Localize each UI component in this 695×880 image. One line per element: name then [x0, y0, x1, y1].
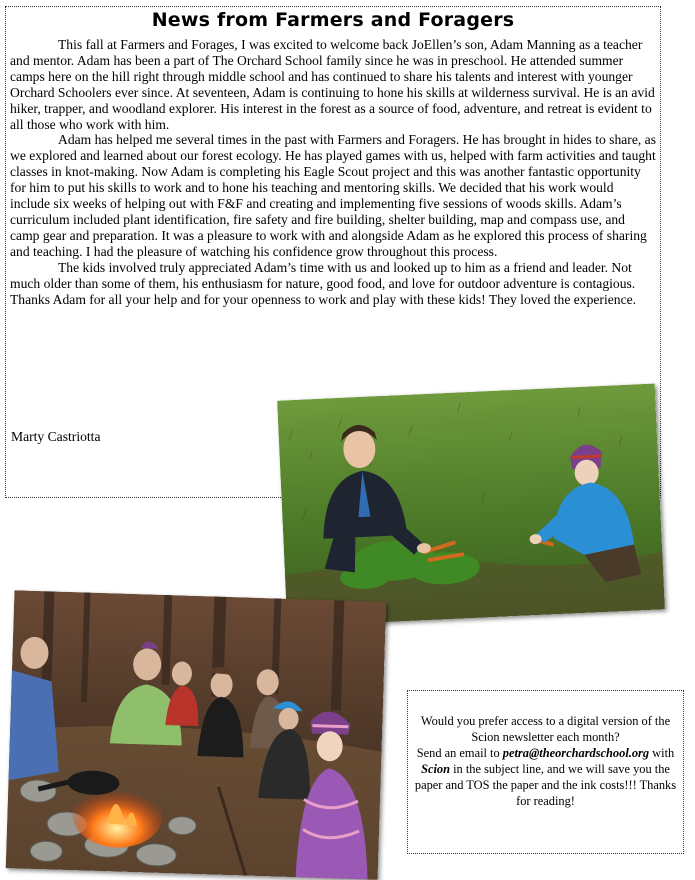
- article-title: News from Farmers and Foragers: [151, 9, 515, 31]
- article-body: [10, 37, 656, 307]
- article-paragraph-2: Adam has helped me several times in the past with Farmers and Foragers. He has brought in hides to share, as we explored and learned about our forest ecology. He has played games with us, helped with farm activities and taught classes in knot-making. Now Adam is completing his Eagle Scout project and this was another fantastic opportunity for him to put his skills to work and to hone his teaching and mentoring skills. We decided that his work would include six weeks of helping out with F&F and creating and implementing five sessions of woods skills. Adam’s curriculum included plant identification, fire safety and fire building, shelter building, map and compass use, and camp gear and preparation. It was a pleasure to work with and alongside Adam as he explored this process of sharing and teaching. I had the pleasure of watching his confidence grow throughout this process.: [10, 132, 656, 259]
- garden-photo: [277, 384, 665, 627]
- campfire-photo: [6, 590, 387, 880]
- article-paragraph-1: This fall at Farmers and Forages, I was excited to welcome back JoEllen’s son, Adam Manning as a teacher and mentor. Adam has been a part of The Orchard School family since he was in preschool. He attended summer camps here on the hill right through middle school and has continued to share his talents and interest with younger Orchard Schoolers ever since. At seventeen, Adam is continuing to hone his skills at wilderness survival. He is an avid hiker, trapper, and woodland explorer. His interest in the forest as a source of food, adventure, and retreat is evident to all those who work with him.: [10, 37, 655, 132]
- notice-mid: with: [649, 746, 675, 760]
- digital-newsletter-notice: [407, 690, 684, 854]
- article-paragraph-3: The kids involved truly appreciated Adam’s time with us and looked up to him as a friend and leader. Not much older than some of them, his enthusiasm for nature, good food, and love for outdoor adventure is contagious. Thanks Adam for all your help and for your openness to work and play with these kids! They loved the experience.: [10, 259, 637, 307]
- author-signature: Marty Castriotta: [11, 429, 101, 444]
- notice-instructions: [408, 745, 683, 809]
- notice-question: Would you prefer access to a digital version of the Scion newsletter each month?: [420, 714, 671, 744]
- garden-photo-illustration: [277, 384, 665, 627]
- notice-prefix: Send an email to: [416, 746, 503, 760]
- contact-email-link[interactable]: petra@theorchardschool.org: [502, 746, 650, 760]
- notice-suffix: in the subject line, and we will save you the paper and TOS the paper and the ink costs!!! Thanks for reading!: [414, 762, 677, 808]
- newsletter-name: Scion: [421, 762, 451, 776]
- campfire-photo-illustration: [6, 590, 387, 880]
